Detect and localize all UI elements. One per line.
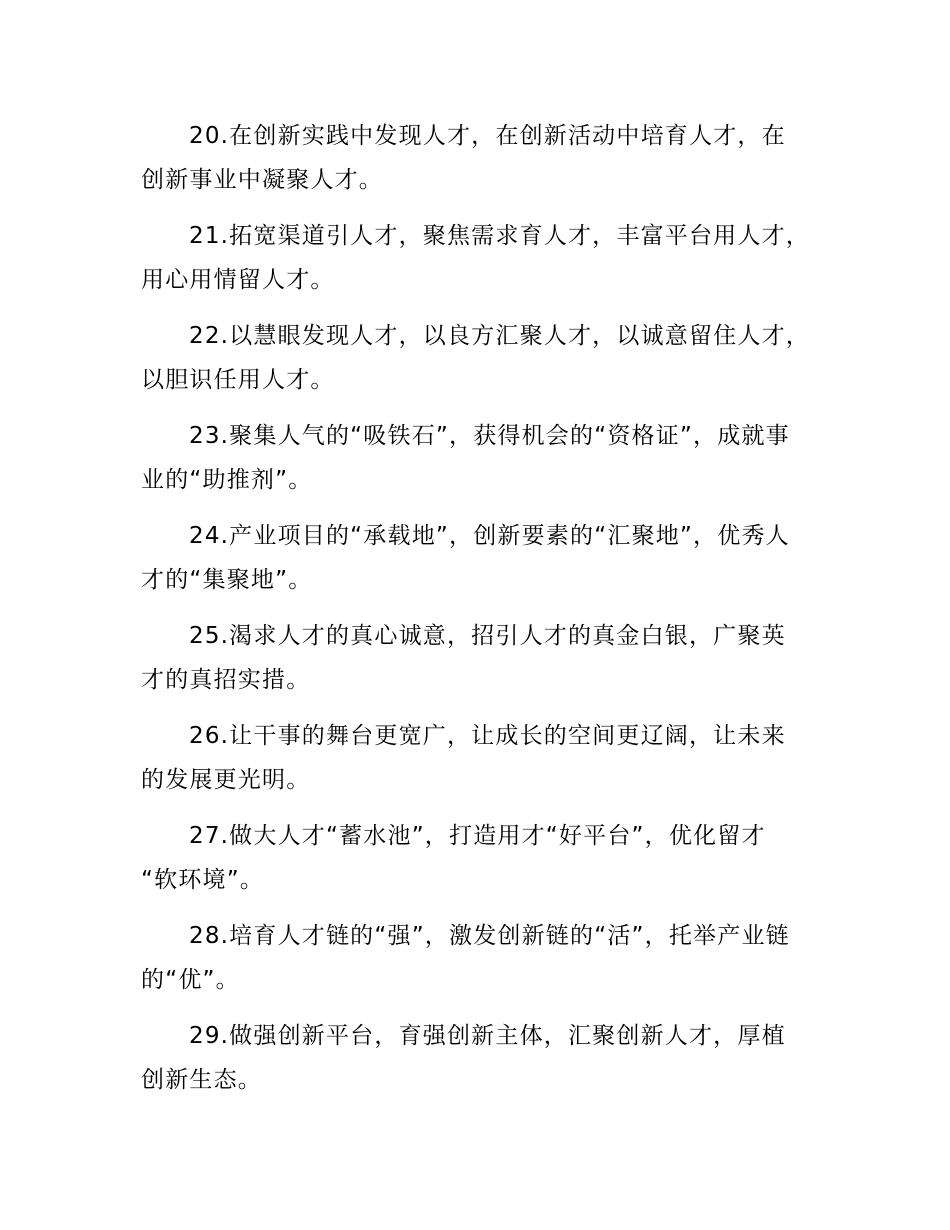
paragraph-line: “软环境”。 <box>141 867 265 893</box>
paragraph-27 <box>141 814 841 902</box>
paragraph-20 <box>141 114 841 202</box>
paragraph-25 <box>141 614 841 702</box>
paragraph-line: 28.培育人才链的“强”，激发创新链的“活”，托举产业链 <box>189 923 790 949</box>
paragraph-line: 创新生态。 <box>141 1067 262 1093</box>
paragraph-line: 25.渴求人才的真心诚意，招引人才的真金白银，广聚英 <box>189 623 786 649</box>
paragraph-23 <box>141 414 841 502</box>
paragraph-line: 用心用情留人才。 <box>141 267 335 293</box>
paragraph-line: 27.做大人才“蓄水池”，打造用才“好平台”，优化留才 <box>189 823 766 849</box>
paragraph-29 <box>141 1014 841 1102</box>
paragraph-line: 26.让干事的舞台更宽广，让成长的空间更辽阔，让未来 <box>189 723 786 749</box>
paragraph-line: 24.产业项目的“承载地”，创新要素的“汇聚地”，优秀人 <box>189 523 790 549</box>
paragraph-line: 才的“集聚地”。 <box>141 567 313 593</box>
paragraph-line: 的“优”。 <box>141 967 240 993</box>
document-body <box>141 114 841 1114</box>
paragraph-28 <box>141 914 841 1002</box>
paragraph-line: 以胆识任用人才。 <box>141 367 335 393</box>
paragraph-21 <box>141 214 841 302</box>
paragraph-line: 29.做强创新平台，育强创新主体，汇聚创新人才，厚植 <box>189 1023 786 1049</box>
paragraph-line: 创新事业中凝聚人才。 <box>141 167 383 193</box>
paragraph-line: 23.聚集人气的“吸铁石”，获得机会的“资格证”，成就事 <box>189 423 790 449</box>
paragraph-22 <box>141 314 841 402</box>
paragraph-line: 业的“助推剂”。 <box>141 467 313 493</box>
paragraph-26 <box>141 714 841 802</box>
paragraph-line: 才的真招实措。 <box>141 667 311 693</box>
paragraph-24 <box>141 514 841 602</box>
paragraph-line: 21.拓宽渠道引人才，聚焦需求育人才，丰富平台用人才， <box>189 223 810 249</box>
paragraph-line: 20.在创新实践中发现人才，在创新活动中培育人才，在 <box>189 123 786 149</box>
paragraph-line: 的发展更光明。 <box>141 767 311 793</box>
paragraph-line: 22.以慧眼发现人才，以良方汇聚人才，以诚意留住人才， <box>189 323 810 349</box>
